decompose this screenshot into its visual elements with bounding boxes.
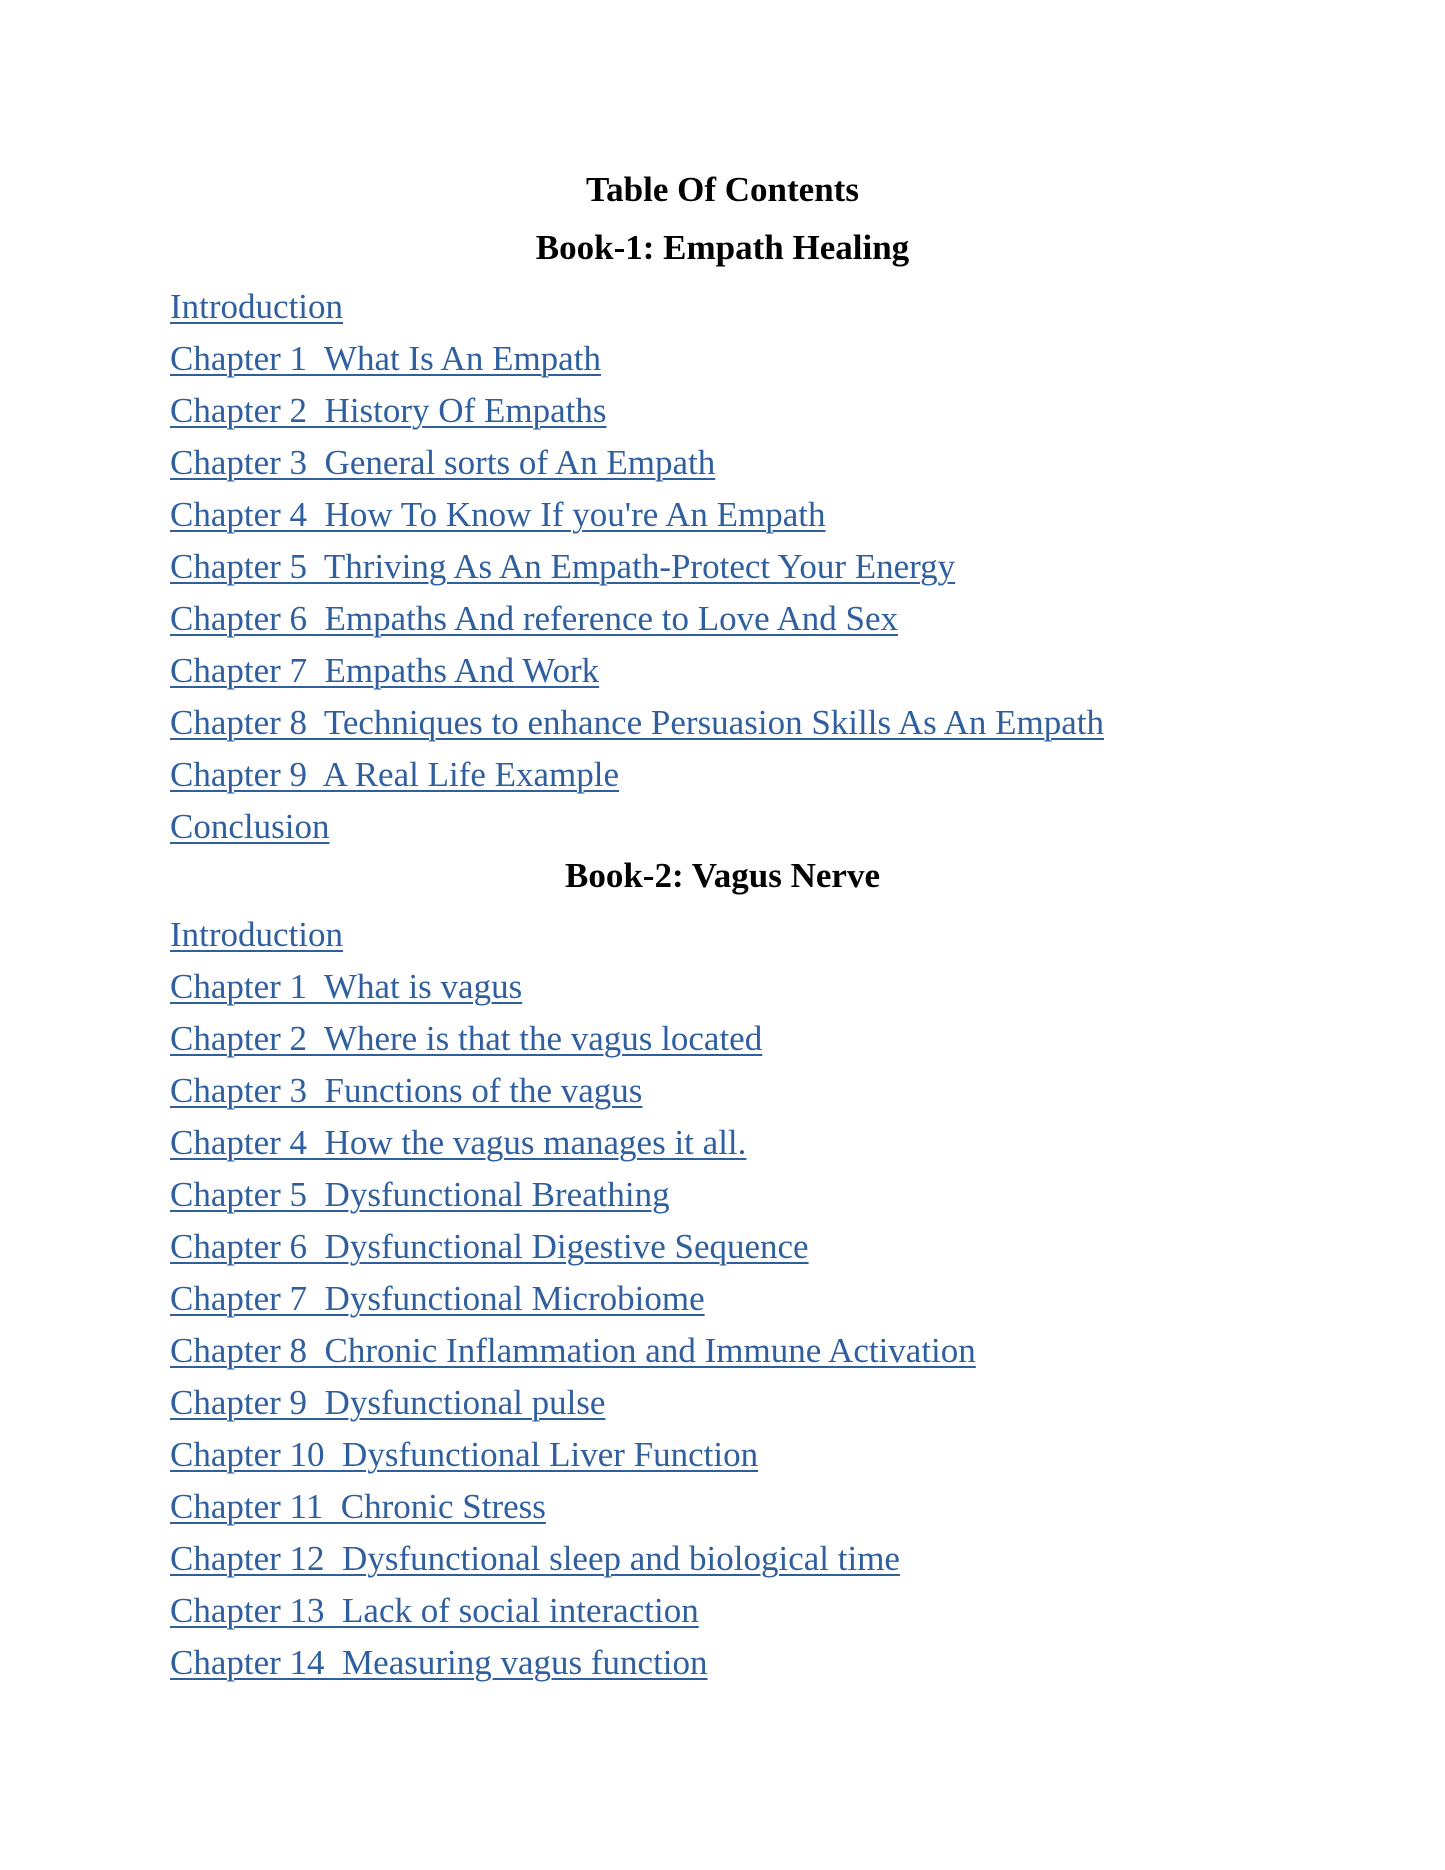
toc-link-b1-chapter-6[interactable]: Chapter 6 Empaths And reference to Love And Sex: [170, 599, 898, 638]
toc-entry: [170, 697, 1104, 749]
toc-entry: [170, 1377, 976, 1429]
toc-link-b1-chapter-8[interactable]: Chapter 8 Techniques to enhance Persuasion Skills As An Empath: [170, 703, 1104, 742]
toc-link-b1-chapter-7[interactable]: Chapter 7 Empaths And Work: [170, 651, 600, 690]
toc-title: Table Of Contents: [586, 170, 859, 209]
toc-entry: [170, 1481, 976, 1533]
toc-entry: [170, 961, 976, 1013]
toc-entry: [170, 1117, 976, 1169]
toc-link-b2-chapter-6[interactable]: Chapter 6 Dysfunctional Digestive Sequence: [170, 1227, 809, 1266]
book-1-toc-list: [170, 281, 1104, 853]
toc-entry: [170, 645, 1104, 697]
toc-link-b1-chapter-4[interactable]: Chapter 4 How To Know If you're An Empath: [170, 495, 826, 534]
toc-link-b1-conclusion[interactable]: Conclusion: [170, 807, 330, 846]
toc-link-b2-chapter-8[interactable]: Chapter 8 Chronic Inflammation and Immune Activation: [170, 1331, 976, 1370]
toc-entry: [170, 281, 1104, 333]
toc-entry: [170, 1429, 976, 1481]
toc-link-b2-chapter-3[interactable]: Chapter 3 Functions of the vagus: [170, 1071, 643, 1110]
toc-link-b2-chapter-2[interactable]: Chapter 2 Where is that the vagus located: [170, 1019, 763, 1058]
book-2-toc-list: [170, 909, 976, 1689]
toc-entry: [170, 385, 1104, 437]
toc-link-b2-introduction[interactable]: Introduction: [170, 915, 344, 954]
toc-link-b1-chapter-5[interactable]: Chapter 5 Thriving As An Empath-Protect Your Energy: [170, 547, 956, 586]
toc-link-b2-chapter-5[interactable]: Chapter 5 Dysfunctional Breathing: [170, 1175, 670, 1214]
toc-entry: [170, 1065, 976, 1117]
toc-entry: [170, 1169, 976, 1221]
toc-link-b1-introduction[interactable]: Introduction: [170, 287, 344, 326]
toc-entry: [170, 1273, 976, 1325]
toc-entry: [170, 1585, 976, 1637]
toc-link-b1-chapter-1[interactable]: Chapter 1 What Is An Empath: [170, 339, 601, 378]
toc-link-b2-chapter-12[interactable]: Chapter 12 Dysfunctional sleep and biological time: [170, 1539, 900, 1578]
book-1-heading: Book-1: Empath Healing: [535, 228, 910, 267]
toc-link-b1-chapter-9[interactable]: Chapter 9 A Real Life Example: [170, 755, 620, 794]
toc-entry: [170, 801, 1104, 853]
toc-entry: [170, 489, 1104, 541]
toc-link-b1-chapter-2[interactable]: Chapter 2 History Of Empaths: [170, 391, 607, 430]
toc-entry: [170, 333, 1104, 385]
toc-link-b2-chapter-13[interactable]: Chapter 13 Lack of social interaction: [170, 1591, 699, 1630]
toc-link-b2-chapter-7[interactable]: Chapter 7 Dysfunctional Microbiome: [170, 1279, 705, 1318]
toc-entry: [170, 1533, 976, 1585]
toc-link-b2-chapter-9[interactable]: Chapter 9 Dysfunctional pulse: [170, 1383, 606, 1422]
toc-entry: [170, 593, 1104, 645]
toc-link-b2-chapter-11[interactable]: Chapter 11 Chronic Stress: [170, 1487, 546, 1526]
toc-entry: [170, 1221, 976, 1273]
toc-entry: [170, 1637, 976, 1689]
toc-link-b2-chapter-10[interactable]: Chapter 10 Dysfunctional Liver Function: [170, 1435, 759, 1474]
toc-entry: [170, 1325, 976, 1377]
toc-entry: [170, 749, 1104, 801]
book-2-heading: Book-2: Vagus Nerve: [564, 856, 881, 895]
toc-link-b1-chapter-3[interactable]: Chapter 3 General sorts of An Empath: [170, 443, 716, 482]
toc-entry: [170, 541, 1104, 593]
toc-link-b2-chapter-14[interactable]: Chapter 14 Measuring vagus function: [170, 1643, 708, 1682]
toc-link-b2-chapter-4[interactable]: Chapter 4 How the vagus manages it all.: [170, 1123, 747, 1162]
toc-entry: [170, 1013, 976, 1065]
toc-entry: [170, 909, 976, 961]
toc-entry: [170, 437, 1104, 489]
toc-link-b2-chapter-1[interactable]: Chapter 1 What is vagus: [170, 967, 523, 1006]
